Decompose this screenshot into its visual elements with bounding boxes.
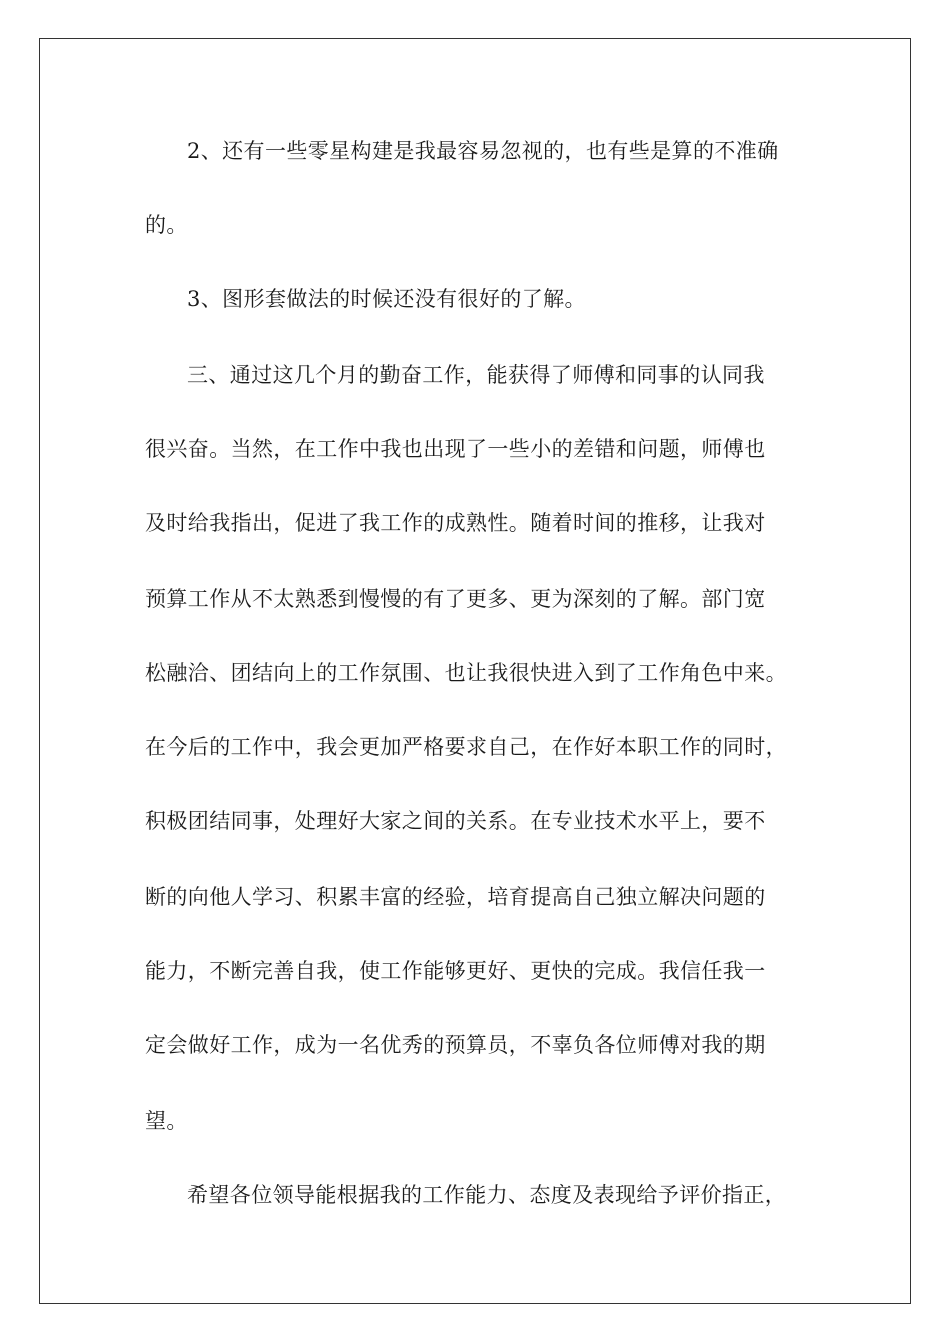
paragraph-line: 很兴奋。当然，在工作中我也出现了一些小的差错和问题，师傅也	[145, 437, 766, 461]
paragraph-line: 定会做好工作，成为一名优秀的预算员，不辜负各位师傅对我的期	[145, 1033, 766, 1057]
paragraph-line: 三、通过这几个月的勤奋工作，能获得了师傅和同事的认同我	[187, 363, 765, 387]
paragraph-line: 预算工作从不太熟悉到慢慢的有了更多、更为深刻的了解。部门宽	[145, 587, 766, 611]
paragraph-line: 松融洽、团结向上的工作氛围、也让我很快进入到了工作角色中来。	[145, 661, 787, 685]
paragraph-line: 3、图形套做法的时候还没有很好的了解。	[187, 287, 586, 311]
paragraph-line: 及时给我指出，促进了我工作的成熟性。随着时间的推移，让我对	[145, 511, 766, 535]
paragraph-line: 的。	[145, 213, 188, 237]
paragraph-line: 积极团结同事，处理好大家之间的关系。在专业技术水平上，要不	[145, 809, 766, 833]
paragraph-line: 希望各位领导能根据我的工作能力、态度及表现给予评价指正，	[187, 1183, 787, 1207]
paragraph-line: 能力，不断完善自我，使工作能够更好、更快的完成。我信任我一	[145, 959, 766, 983]
paragraph-line: 望。	[145, 1109, 188, 1133]
paragraph-line: 断的向他人学习、积累丰富的经验，培育提高自己独立解决问题的	[145, 885, 766, 909]
paragraph-line: 在今后的工作中，我会更加严格要求自己，在作好本职工作的同时，	[145, 735, 787, 759]
paragraph-line: 2、还有一些零星构建是我最容易忽视的，也有些是算的不准确	[187, 139, 779, 163]
